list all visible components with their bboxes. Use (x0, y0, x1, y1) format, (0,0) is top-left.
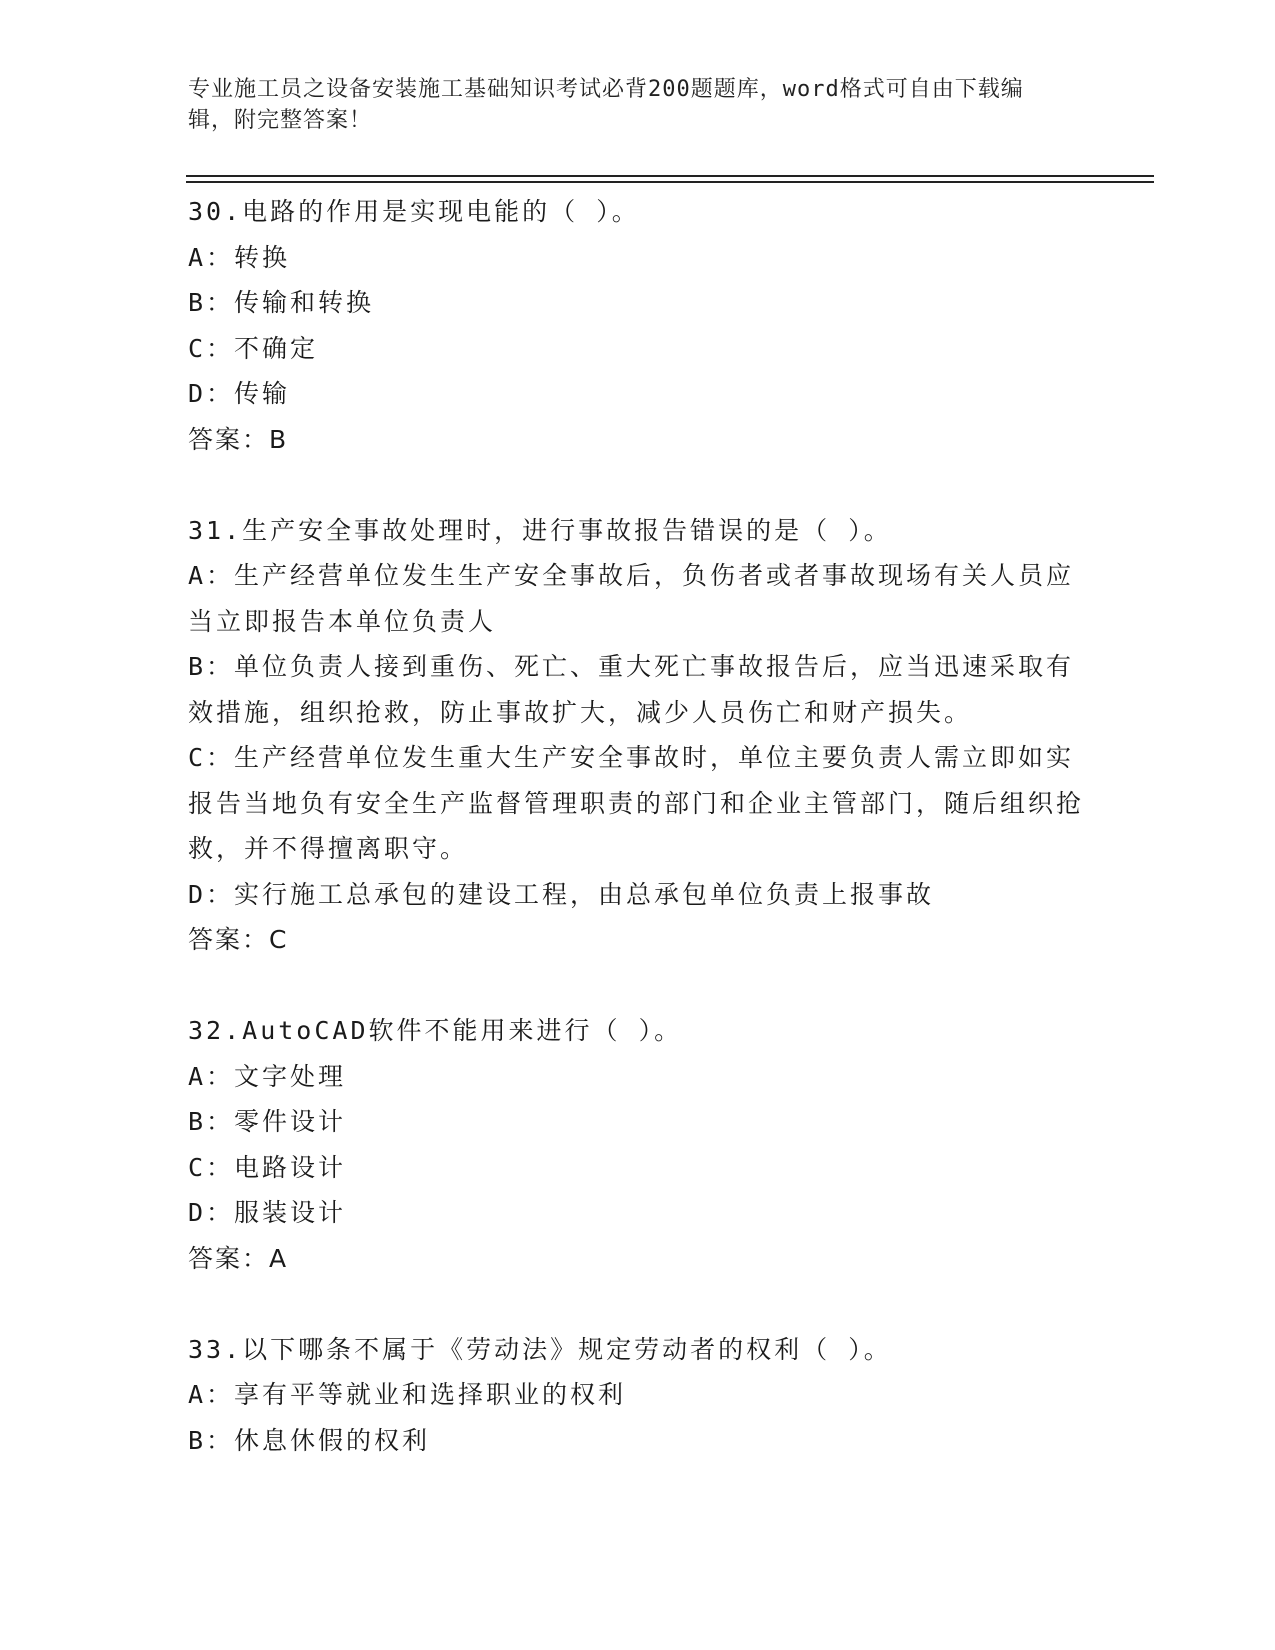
document-header: 专业施工员之设备安装施工基础知识考试必背200题题库，word格式可自由下载编辑，附完整答案！ (188, 77, 1024, 133)
question-30 (188, 189, 1088, 462)
header-rule-bottom (186, 181, 1154, 183)
question-list (188, 189, 1088, 1463)
question-spacer (188, 1281, 1088, 1327)
question-stem: 33.以下哪条不属于《劳动法》规定劳动者的权利（ ）。 (188, 1334, 892, 1364)
answer-label: 答案：C (188, 925, 289, 954)
option-a: A：享有平等就业和选择职业的权利 (188, 1380, 627, 1409)
option-a: A：文字处理 (188, 1061, 347, 1091)
question-spacer (188, 963, 1088, 1009)
option-b: B：休息休假的权利 (188, 1425, 431, 1455)
header-rule-top (186, 175, 1154, 177)
option-b: B：单位负责人接到重伤、死亡、重大死亡事故报告后，应当迅速采取有效措施，组织抢救，防止事故扩大，减少人员伤亡和财产损失。 (188, 652, 1075, 727)
option-d: D：服装设计 (188, 1198, 347, 1227)
question-stem: 30.电路的作用是实现电能的（ ）。 (188, 197, 640, 226)
option-a: A：生产经营单位发生生产安全事故后，负伤者或者事故现场有关人员应当立即报告本单位负责人 (188, 561, 1075, 636)
option-b: B：传输和转换 (188, 288, 375, 317)
option-a: A：转换 (188, 242, 291, 272)
option-c: C：不确定 (188, 333, 319, 363)
option-c: C：生产经营单位发生重大生产安全事故时，单位主要负责人需立即如实报告当地负有安全生产监督管理职责的部门和企业主管部门，随后组织抢救，并不得擅离职守。 (188, 743, 1085, 863)
question-33 (188, 1327, 1088, 1464)
question-stem: 32.AutoCAD软件不能用来进行（ ）。 (188, 1016, 683, 1045)
option-d: D：传输 (188, 379, 291, 408)
answer-label: 答案：B (188, 424, 289, 454)
answer-label: 答案：A (188, 1243, 289, 1273)
question-32 (188, 1008, 1088, 1281)
option-b: B：零件设计 (188, 1107, 347, 1136)
question-spacer (188, 462, 1088, 508)
option-d: D：实行施工总承包的建设工程，由总承包单位负责上报事故 (188, 879, 935, 909)
option-c: C：电路设计 (188, 1152, 347, 1182)
question-stem: 31.生产安全事故处理时，进行事故报告错误的是（ ）。 (188, 515, 892, 545)
question-31 (188, 508, 1088, 963)
